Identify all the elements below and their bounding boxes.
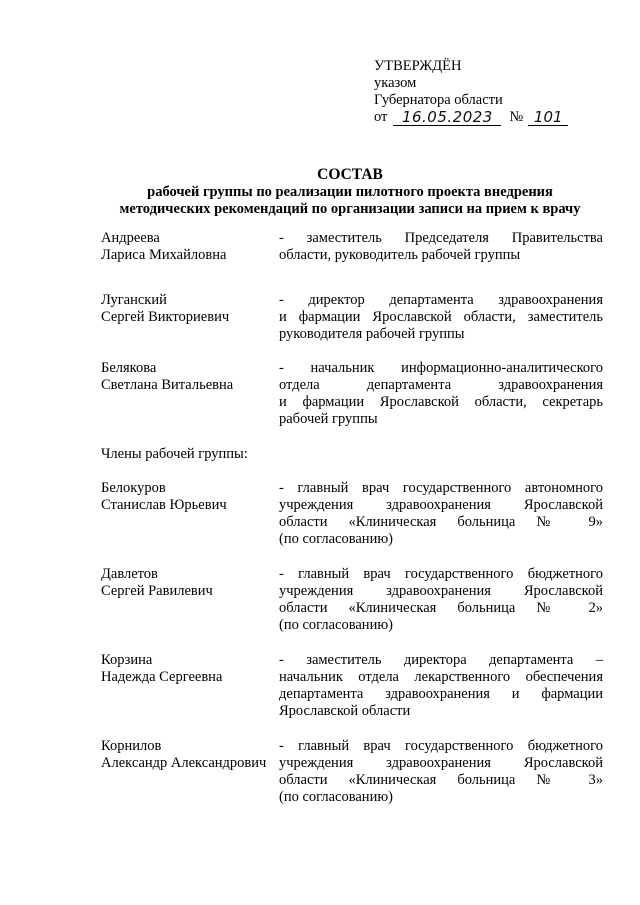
person-name: Корзина Надежда Сергеевна — [101, 652, 223, 685]
handwritten-number: 101 — [528, 109, 568, 126]
list-item — [101, 292, 603, 360]
handwritten-date: 16.05.2023 — [393, 109, 501, 126]
members-heading: Члены рабочей группы: — [101, 446, 248, 462]
person-role: - начальник информационно-аналитического отдела департамента здравоохранения и фармации Ярославской области, секретарь рабочей группы — [279, 360, 603, 427]
list-item — [101, 652, 603, 738]
title-heading: СОСТАВ — [317, 166, 383, 183]
person-name: Белокуров Станислав Юрьевич — [101, 480, 227, 513]
approval-date-line — [374, 109, 594, 126]
person-name: Давлетов Сергей Равилевич — [101, 566, 213, 599]
person-name: Корнилов Александр Александрович — [101, 738, 267, 771]
date-prefix: от — [374, 109, 388, 125]
document-title — [80, 166, 620, 218]
composition-list — [101, 230, 603, 824]
approval-stamp — [374, 58, 594, 126]
person-role: - главный врач государственного автономного учреждения здравоохранения Ярославской области «Клиническая больница № 9» (по согласованию) — [279, 480, 603, 547]
person-role: - заместитель Председателя Правительства области, руководитель рабочей группы — [279, 230, 603, 263]
list-item — [101, 480, 603, 566]
person-role: - главный врач государственного бюджетного учреждения здравоохранения Ярославской области «Клиническая больница № 3» (по согласованию) — [279, 738, 603, 805]
person-name: Белякова Светлана Витальевна — [101, 360, 234, 393]
list-item — [101, 360, 603, 446]
approval-authority: Губернатора области — [374, 92, 503, 108]
person-name: Андреева Лариса Михайловна — [101, 230, 227, 263]
list-item — [101, 230, 603, 281]
person-role: - директор департамента здравоохранения и фармации Ярославской области, заместитель руководителя рабочей группы — [279, 292, 603, 342]
title-subtitle-1: рабочей группы по реализации пилотного проекта внедрения — [147, 184, 553, 200]
list-item — [101, 566, 603, 652]
approval-by: указом — [374, 75, 417, 91]
person-name: Луганский Сергей Викториевич — [101, 292, 230, 325]
approval-title: УТВЕРЖДЁН — [374, 58, 462, 74]
person-role: - главный врач государственного бюджетного учреждения здравоохранения Ярославской области «Клиническая больница № 2» (по согласованию) — [279, 566, 603, 633]
title-subtitle-2: методических рекомендаций по организации записи на прием к врачу — [119, 201, 581, 217]
number-label: № — [509, 109, 524, 125]
list-item — [101, 738, 603, 824]
person-role: - заместитель директора департамента – начальник отдела лекарственного обеспечения департамента здравоохранения и фармации Ярославской области — [279, 652, 603, 719]
